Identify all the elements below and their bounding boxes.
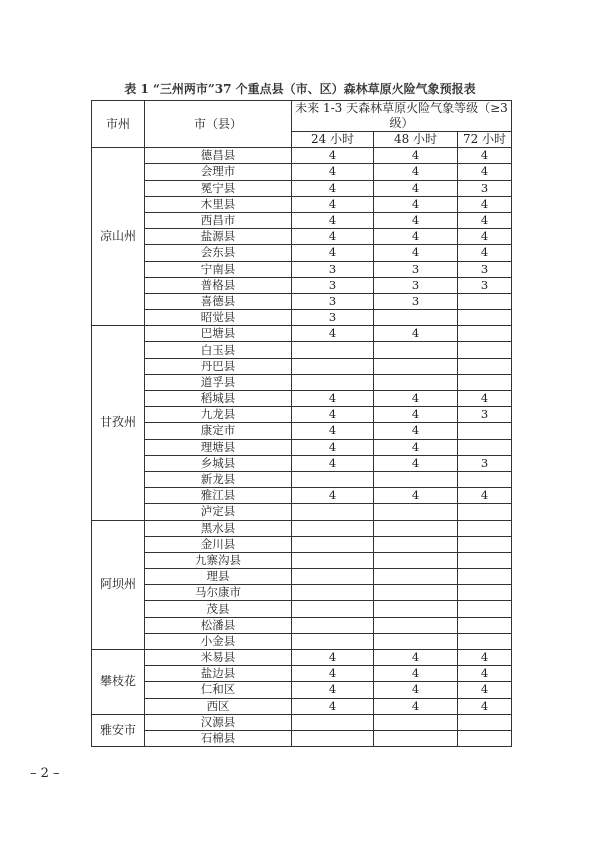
prefecture-cell: 攀枝花 <box>92 650 145 715</box>
level-48h-cell <box>374 633 458 649</box>
level-24h-cell: 4 <box>292 196 374 212</box>
table-row <box>92 310 512 326</box>
level-24h-cell: 3 <box>292 293 374 309</box>
level-48h-cell <box>374 471 458 487</box>
level-72h-cell <box>458 520 512 536</box>
level-72h-cell <box>458 730 512 746</box>
county-cell: 九龙县 <box>145 407 292 423</box>
table-row <box>92 212 512 228</box>
level-72h-cell <box>458 504 512 520</box>
level-72h-cell <box>458 326 512 342</box>
county-cell: 喜德县 <box>145 293 292 309</box>
table-row <box>92 407 512 423</box>
level-72h-cell: 3 <box>458 407 512 423</box>
level-48h-cell: 4 <box>374 407 458 423</box>
table-row <box>92 504 512 520</box>
table-row <box>92 455 512 471</box>
fire-risk-table <box>91 100 512 747</box>
county-cell: 盐边县 <box>145 666 292 682</box>
county-cell: 康定市 <box>145 423 292 439</box>
level-48h-cell: 3 <box>374 293 458 309</box>
county-cell: 会理市 <box>145 164 292 180</box>
county-cell: 茂县 <box>145 601 292 617</box>
level-72h-cell <box>458 342 512 358</box>
county-cell: 雅江县 <box>145 488 292 504</box>
level-24h-cell: 3 <box>292 261 374 277</box>
county-cell: 稻城县 <box>145 391 292 407</box>
level-24h-cell: 4 <box>292 698 374 714</box>
level-72h-cell: 4 <box>458 698 512 714</box>
level-72h-cell: 3 <box>458 277 512 293</box>
table-row <box>92 148 512 164</box>
table-row <box>92 180 512 196</box>
level-48h-cell <box>374 520 458 536</box>
county-cell: 理县 <box>145 569 292 585</box>
level-24h-cell: 4 <box>292 148 374 164</box>
county-cell: 会东县 <box>145 245 292 261</box>
prefecture-cell: 雅安市 <box>92 714 145 746</box>
county-cell: 宁南县 <box>145 261 292 277</box>
level-72h-cell <box>458 714 512 730</box>
table-row <box>92 439 512 455</box>
county-cell: 仁和区 <box>145 682 292 698</box>
table-row <box>92 552 512 568</box>
level-48h-cell <box>374 714 458 730</box>
level-48h-cell: 4 <box>374 180 458 196</box>
level-24h-cell <box>292 536 374 552</box>
level-72h-cell: 3 <box>458 180 512 196</box>
table-row <box>92 569 512 585</box>
level-72h-cell <box>458 423 512 439</box>
header-county: 市（县） <box>145 101 292 148</box>
table-title: 表 1 “三州两市”37 个重点县（市、区）森林草原火险气象预报表 <box>124 82 476 96</box>
table-row <box>92 714 512 730</box>
level-24h-cell: 4 <box>292 488 374 504</box>
page-number: – 2 – <box>30 766 60 781</box>
table-row <box>92 423 512 439</box>
county-cell: 小金县 <box>145 633 292 649</box>
level-48h-cell: 4 <box>374 148 458 164</box>
level-72h-cell: 4 <box>458 682 512 698</box>
county-cell: 德昌县 <box>145 148 292 164</box>
header-72h: 72 小时 <box>458 132 512 148</box>
level-24h-cell <box>292 714 374 730</box>
level-24h-cell: 4 <box>292 650 374 666</box>
level-48h-cell: 4 <box>374 423 458 439</box>
county-cell: 九寨沟县 <box>145 552 292 568</box>
table-row <box>92 229 512 245</box>
county-cell: 马尔康市 <box>145 585 292 601</box>
level-72h-cell: 4 <box>458 148 512 164</box>
level-24h-cell <box>292 520 374 536</box>
level-72h-cell: 3 <box>458 455 512 471</box>
level-24h-cell <box>292 730 374 746</box>
county-cell: 乡城县 <box>145 455 292 471</box>
level-48h-cell: 4 <box>374 391 458 407</box>
level-24h-cell: 4 <box>292 164 374 180</box>
level-24h-cell: 4 <box>292 326 374 342</box>
county-cell: 西昌市 <box>145 212 292 228</box>
county-cell: 西区 <box>145 698 292 714</box>
level-72h-cell: 4 <box>458 391 512 407</box>
level-72h-cell: 3 <box>458 261 512 277</box>
level-72h-cell: 4 <box>458 164 512 180</box>
level-48h-cell: 4 <box>374 212 458 228</box>
table-row <box>92 326 512 342</box>
level-48h-cell: 4 <box>374 488 458 504</box>
level-72h-cell <box>458 439 512 455</box>
prefecture-cell: 阿坝州 <box>92 520 145 650</box>
level-72h-cell <box>458 536 512 552</box>
county-cell: 丹巴县 <box>145 358 292 374</box>
level-24h-cell: 4 <box>292 180 374 196</box>
table-row <box>92 633 512 649</box>
level-72h-cell <box>458 310 512 326</box>
level-24h-cell <box>292 471 374 487</box>
table-row <box>92 277 512 293</box>
level-48h-cell: 4 <box>374 698 458 714</box>
level-72h-cell <box>458 633 512 649</box>
level-48h-cell: 3 <box>374 261 458 277</box>
level-48h-cell: 3 <box>374 277 458 293</box>
table-row <box>92 698 512 714</box>
table-row <box>92 471 512 487</box>
table-row <box>92 245 512 261</box>
county-cell: 道孚县 <box>145 374 292 390</box>
level-24h-cell: 4 <box>292 391 374 407</box>
level-24h-cell <box>292 342 374 358</box>
county-cell: 理塘县 <box>145 439 292 455</box>
level-72h-cell: 4 <box>458 488 512 504</box>
level-24h-cell <box>292 569 374 585</box>
level-24h-cell: 4 <box>292 423 374 439</box>
table-row <box>92 391 512 407</box>
level-72h-cell <box>458 585 512 601</box>
table-row <box>92 520 512 536</box>
level-72h-cell <box>458 471 512 487</box>
level-24h-cell <box>292 601 374 617</box>
county-cell: 普格县 <box>145 277 292 293</box>
level-72h-cell <box>458 552 512 568</box>
level-24h-cell <box>292 617 374 633</box>
county-cell: 汉源县 <box>145 714 292 730</box>
header-prefecture: 市州 <box>92 101 145 148</box>
table-row <box>92 536 512 552</box>
level-48h-cell: 4 <box>374 650 458 666</box>
level-48h-cell: 4 <box>374 229 458 245</box>
level-48h-cell <box>374 342 458 358</box>
level-72h-cell: 4 <box>458 245 512 261</box>
table-row <box>92 601 512 617</box>
county-cell: 新龙县 <box>145 471 292 487</box>
level-48h-cell: 4 <box>374 682 458 698</box>
county-cell: 黑水县 <box>145 520 292 536</box>
level-48h-cell <box>374 730 458 746</box>
prefecture-cell: 凉山州 <box>92 148 145 326</box>
level-72h-cell <box>458 601 512 617</box>
table-row <box>92 374 512 390</box>
level-48h-cell <box>374 536 458 552</box>
table-row <box>92 617 512 633</box>
table-row <box>92 358 512 374</box>
table-row <box>92 164 512 180</box>
county-cell: 巴塘县 <box>145 326 292 342</box>
county-cell: 昭觉县 <box>145 310 292 326</box>
level-24h-cell <box>292 552 374 568</box>
county-cell: 泸定县 <box>145 504 292 520</box>
county-cell: 盐源县 <box>145 229 292 245</box>
county-cell: 金川县 <box>145 536 292 552</box>
level-72h-cell <box>458 569 512 585</box>
county-cell: 白玉县 <box>145 342 292 358</box>
header-48h: 48 小时 <box>374 132 458 148</box>
level-24h-cell: 3 <box>292 310 374 326</box>
level-72h-cell: 4 <box>458 650 512 666</box>
level-48h-cell <box>374 569 458 585</box>
county-cell: 米易县 <box>145 650 292 666</box>
level-24h-cell: 4 <box>292 439 374 455</box>
level-48h-cell: 4 <box>374 666 458 682</box>
prefecture-cell: 甘孜州 <box>92 326 145 520</box>
table-row <box>92 196 512 212</box>
header-forecast: 未来 1-3 天森林草原火险气象等级（≥3 级） <box>292 101 512 132</box>
level-24h-cell <box>292 633 374 649</box>
county-cell: 石棉县 <box>145 730 292 746</box>
header-24h: 24 小时 <box>292 132 374 148</box>
level-48h-cell <box>374 617 458 633</box>
level-48h-cell <box>374 552 458 568</box>
table-row <box>92 585 512 601</box>
level-48h-cell: 4 <box>374 164 458 180</box>
table-row <box>92 682 512 698</box>
level-24h-cell: 4 <box>292 682 374 698</box>
level-72h-cell: 4 <box>458 212 512 228</box>
level-48h-cell: 4 <box>374 196 458 212</box>
level-24h-cell: 4 <box>292 455 374 471</box>
level-48h-cell: 4 <box>374 439 458 455</box>
county-cell: 冕宁县 <box>145 180 292 196</box>
level-48h-cell <box>374 504 458 520</box>
level-48h-cell <box>374 374 458 390</box>
table-row <box>92 293 512 309</box>
level-24h-cell: 4 <box>292 245 374 261</box>
level-72h-cell <box>458 374 512 390</box>
level-24h-cell: 4 <box>292 407 374 423</box>
level-72h-cell <box>458 293 512 309</box>
county-cell: 松潘县 <box>145 617 292 633</box>
table-row <box>92 650 512 666</box>
level-48h-cell <box>374 601 458 617</box>
level-48h-cell: 4 <box>374 455 458 471</box>
level-72h-cell: 4 <box>458 229 512 245</box>
table-row <box>92 666 512 682</box>
level-24h-cell <box>292 504 374 520</box>
level-48h-cell <box>374 585 458 601</box>
level-24h-cell <box>292 374 374 390</box>
table-row <box>92 342 512 358</box>
county-cell: 木里县 <box>145 196 292 212</box>
level-48h-cell <box>374 358 458 374</box>
table-body <box>92 148 512 747</box>
level-24h-cell: 4 <box>292 229 374 245</box>
table-row <box>92 488 512 504</box>
level-24h-cell: 4 <box>292 666 374 682</box>
table-row <box>92 730 512 746</box>
level-24h-cell: 4 <box>292 212 374 228</box>
level-72h-cell: 4 <box>458 196 512 212</box>
level-24h-cell <box>292 358 374 374</box>
level-72h-cell: 4 <box>458 666 512 682</box>
level-48h-cell <box>374 310 458 326</box>
level-48h-cell: 4 <box>374 245 458 261</box>
level-24h-cell <box>292 585 374 601</box>
level-24h-cell: 3 <box>292 277 374 293</box>
table-row <box>92 261 512 277</box>
level-72h-cell <box>458 358 512 374</box>
level-72h-cell <box>458 617 512 633</box>
level-48h-cell: 4 <box>374 326 458 342</box>
